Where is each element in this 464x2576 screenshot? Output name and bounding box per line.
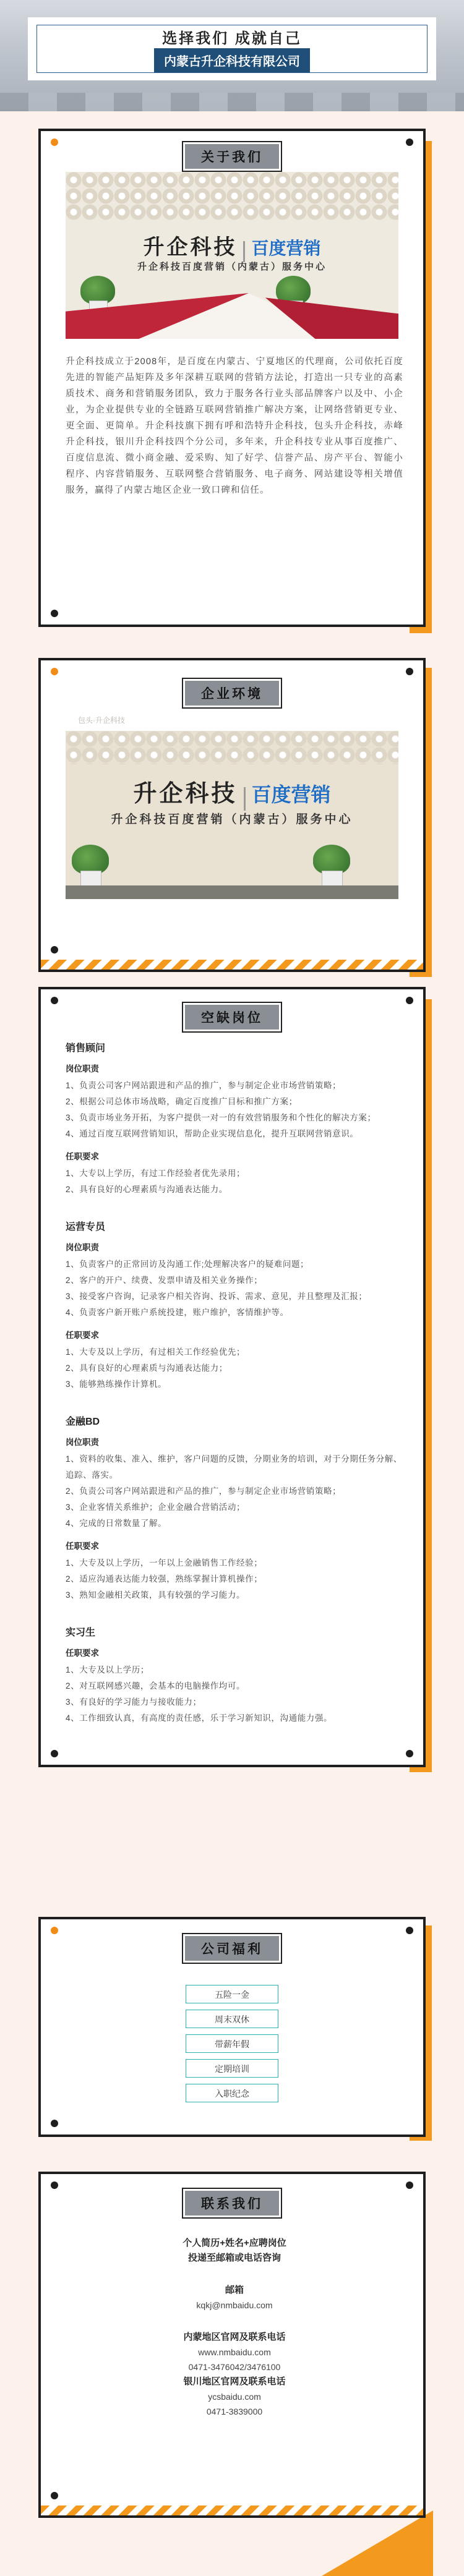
- stripe-band: [41, 960, 423, 970]
- requirement-line: 1、大专及以上学历，一年以上金融销售工作经验；: [66, 1558, 263, 1567]
- welfare-item: 带薪年假: [186, 2034, 278, 2053]
- decor-dot: [51, 1750, 58, 1757]
- section-heading: [182, 141, 282, 172]
- job-title: 运营专员: [66, 1222, 106, 1232]
- logo-divider: [244, 787, 246, 811]
- requirement-line: 3、熟知金融相关政策，具有较强的学习能力。: [66, 1590, 246, 1600]
- environment-card: [38, 658, 426, 972]
- section-heading: [182, 1002, 282, 1033]
- duty-line: 1、资料的收集、准入、维护，客户问题的反馈，分期业务的培训，对于分期任务分解、追踪、落实。: [66, 1454, 402, 1480]
- job-title: 销售顾问: [66, 1043, 106, 1054]
- welfare-heading: 公司福利: [185, 1936, 279, 1961]
- hero-background-stripe: [0, 93, 464, 111]
- section-heading: [182, 2188, 282, 2219]
- hero-slogan: 选择我们 成就自己: [162, 30, 302, 47]
- plant: [313, 845, 350, 874]
- photo-caption: 包头·升企科技: [78, 716, 125, 725]
- jobs-heading: 空缺岗位: [185, 1005, 279, 1030]
- job-list: [66, 1030, 403, 1726]
- contact-heading: 联系我们: [185, 2191, 279, 2216]
- wall-pattern: [66, 731, 398, 764]
- decor-dot: [51, 997, 58, 1004]
- decor-dot: [51, 2181, 58, 2189]
- requirement-line: 2、具有良好的心理素质与沟通表达能力。: [66, 1185, 228, 1194]
- hero-title-box: [28, 17, 436, 80]
- apply-instruction: 个人简历+姓名+应聘岗位: [183, 2238, 286, 2248]
- decor-dot: [51, 1927, 58, 1934]
- requirement-line: 3、能够熟练操作计算机。: [66, 1380, 167, 1389]
- contact-info: [66, 2236, 403, 2419]
- logo-sign: [66, 774, 398, 811]
- duty-line: 2、根据公司总体市场战略，确定百度推广目标和推广方案；: [66, 1097, 298, 1106]
- requirement-label: 任职要求: [66, 1331, 99, 1340]
- decor-dot: [51, 2492, 58, 2499]
- duty-label: 岗位职责: [66, 1064, 99, 1073]
- phone-number[interactable]: 0471-3839000: [206, 2407, 263, 2416]
- decor-dot: [51, 139, 58, 146]
- baidu-logo: 百度营销: [251, 783, 331, 806]
- requirement-line: 4、工作细致认真，有高度的责任感，乐于学习新知识，沟通能力强。: [66, 1713, 333, 1723]
- decor-dot: [51, 2120, 58, 2127]
- duty-line: 4、完成的日常数量了解。: [66, 1519, 167, 1528]
- decor-dot: [51, 610, 58, 617]
- office-photo: [66, 731, 398, 899]
- decor-dot: [406, 1750, 413, 1757]
- duty-label: 岗位职责: [66, 1243, 99, 1252]
- plant: [72, 845, 109, 874]
- job-title: 实习生: [66, 1627, 96, 1638]
- duty-line: 3、负责市场业务开拓，为客户提供一对一的有效营销服务和个性化的解决方案；: [66, 1113, 376, 1122]
- duty-line: 2、客户的开户、续费、发票申请及相关业务操作；: [66, 1276, 263, 1285]
- section-heading: [182, 678, 282, 709]
- website-link[interactable]: www.nmbaidu.com: [198, 2347, 271, 2357]
- decor-dot: [51, 668, 58, 675]
- duty-label: 岗位职责: [66, 1438, 99, 1447]
- requirement-line: 2、对互联网感兴趣，会基本的电脑操作均可。: [66, 1681, 246, 1691]
- duty-line: 1、负责客户的正常回访及沟通工作;处理解决客户的疑难问题；: [66, 1260, 309, 1269]
- welfare-item: 五险一金: [186, 1985, 278, 2003]
- requirement-label: 任职要求: [66, 1542, 99, 1551]
- about-card: [38, 129, 426, 627]
- requirement-line: 1、大专以上学历，有过工作经验者优先录用；: [66, 1169, 246, 1178]
- requirement-line: 2、具有良好的心理素质与沟通表达能力；: [66, 1363, 228, 1373]
- requirement-line: 3、有良好的学习能力与接收能力；: [66, 1697, 202, 1707]
- hero-banner: [0, 0, 464, 111]
- floor: [66, 885, 398, 899]
- duty-line: 2、负责公司客户网站跟进和产品的推广，参与制定企业市场营销策略；: [66, 1486, 342, 1496]
- requirement-label: 任职要求: [66, 1648, 99, 1658]
- website-link[interactable]: ycsbaidu.com: [208, 2392, 261, 2402]
- duty-line: 4、通过百度互联网营销知识，帮助企业实现信息化，提升互联网营销意识。: [66, 1129, 359, 1138]
- service-center-text: 升企科技百度营销（内蒙古）服务中心: [137, 262, 327, 272]
- site-label: 内蒙地区官网及联系电话: [183, 2332, 286, 2342]
- company-name: 内蒙古升企科技有限公司: [154, 48, 310, 72]
- welfare-item: 入职纪念: [186, 2084, 278, 2102]
- stripe-band: [41, 2506, 423, 2515]
- decor-dot: [51, 946, 58, 953]
- duty-line: 3、企业客情关系维护；企业金融合营销活动；: [66, 1503, 246, 1512]
- baidu-logo: 百度营销: [251, 239, 321, 258]
- welfare-item: 定期培训: [186, 2059, 278, 2078]
- logo-sign: [66, 230, 398, 262]
- duty-line: 1、负责公司客户网站跟进和产品的推广，参与制定企业市场营销策略；: [66, 1081, 342, 1090]
- requirement-line: 2、适应沟通表达能力较强，熟练掌握计算机操作；: [66, 1574, 263, 1584]
- decor-dot: [406, 2181, 413, 2189]
- corner-shade: [322, 2510, 433, 2576]
- about-heading: 关于我们: [185, 144, 279, 169]
- phone-number[interactable]: 0471-3476042/3476100: [188, 2362, 281, 2372]
- welfare-item: 周末双休: [186, 2010, 278, 2028]
- wall-pattern: [66, 172, 398, 220]
- decor-dot: [406, 139, 413, 146]
- environment-heading: 企业环境: [185, 681, 279, 706]
- requirement-line: 1、大专及以上学历，有过相关工作经验优先；: [66, 1347, 246, 1357]
- service-center-text: 升企科技百度营销（内蒙古）服务中心: [111, 813, 353, 826]
- welfare-card: [38, 1917, 426, 2137]
- reception-photo: [66, 172, 398, 339]
- duty-line: 4、负责客户新开账户系统投建，账户维护，客情维护等。: [66, 1308, 289, 1317]
- decor-dot: [406, 1927, 413, 1934]
- requirement-label: 任职要求: [66, 1152, 99, 1161]
- about-paragraph: 升企科技成立于2008年，是百度在内蒙古、宁夏地区的代理商，公司依托百度先进的智能产品矩阵及多年深耕互联网的营销方法论，打造出一只专业的高素质技术、商务和营销服务团队，致力于服务各行业头部品牌客户以及中、小企业，为企业提供专业的全链路互联网营销推广解决方案，让网络营销更专业、更全面、更简单。升企科技旗下拥有呼和浩特升企科技，包头升企科技，赤峰升企科技，银川升企科技四个分公司，多年来，升企科技专业从事百度推广、百度信息流、微小商金融、爱采购、知了好学、信誉产品、房产平台、智能小程序、内容营销服务、互联网整合营销服务、电子商务、网站建设等相关增值服务，赢得了内蒙古地区企业一致口碑和信任。: [66, 357, 403, 495]
- decor-dot: [406, 997, 413, 1004]
- logo-divider: [243, 241, 245, 262]
- decor-dot: [406, 668, 413, 675]
- site-label: 银川地区官网及联系电话: [183, 2376, 286, 2387]
- company-logo: 升企科技: [133, 779, 238, 807]
- job-title: 金融BD: [66, 1417, 100, 1427]
- jobs-card: [38, 987, 426, 1767]
- apply-instruction: 投递至邮箱或电话咨询: [187, 2253, 281, 2263]
- contact-card: [38, 2172, 426, 2518]
- email-address[interactable]: kqkj@nmbaidu.com: [196, 2300, 273, 2310]
- duty-line: 3、接受客户咨询，记录客户相关咨询、投诉、需求、意见，并且整理及汇报；: [66, 1292, 367, 1301]
- email-label: 邮箱: [225, 2285, 244, 2295]
- company-logo: 升企科技: [143, 235, 238, 260]
- requirement-line: 1、大专及以上学历；: [66, 1665, 150, 1674]
- section-heading: [182, 1933, 282, 1964]
